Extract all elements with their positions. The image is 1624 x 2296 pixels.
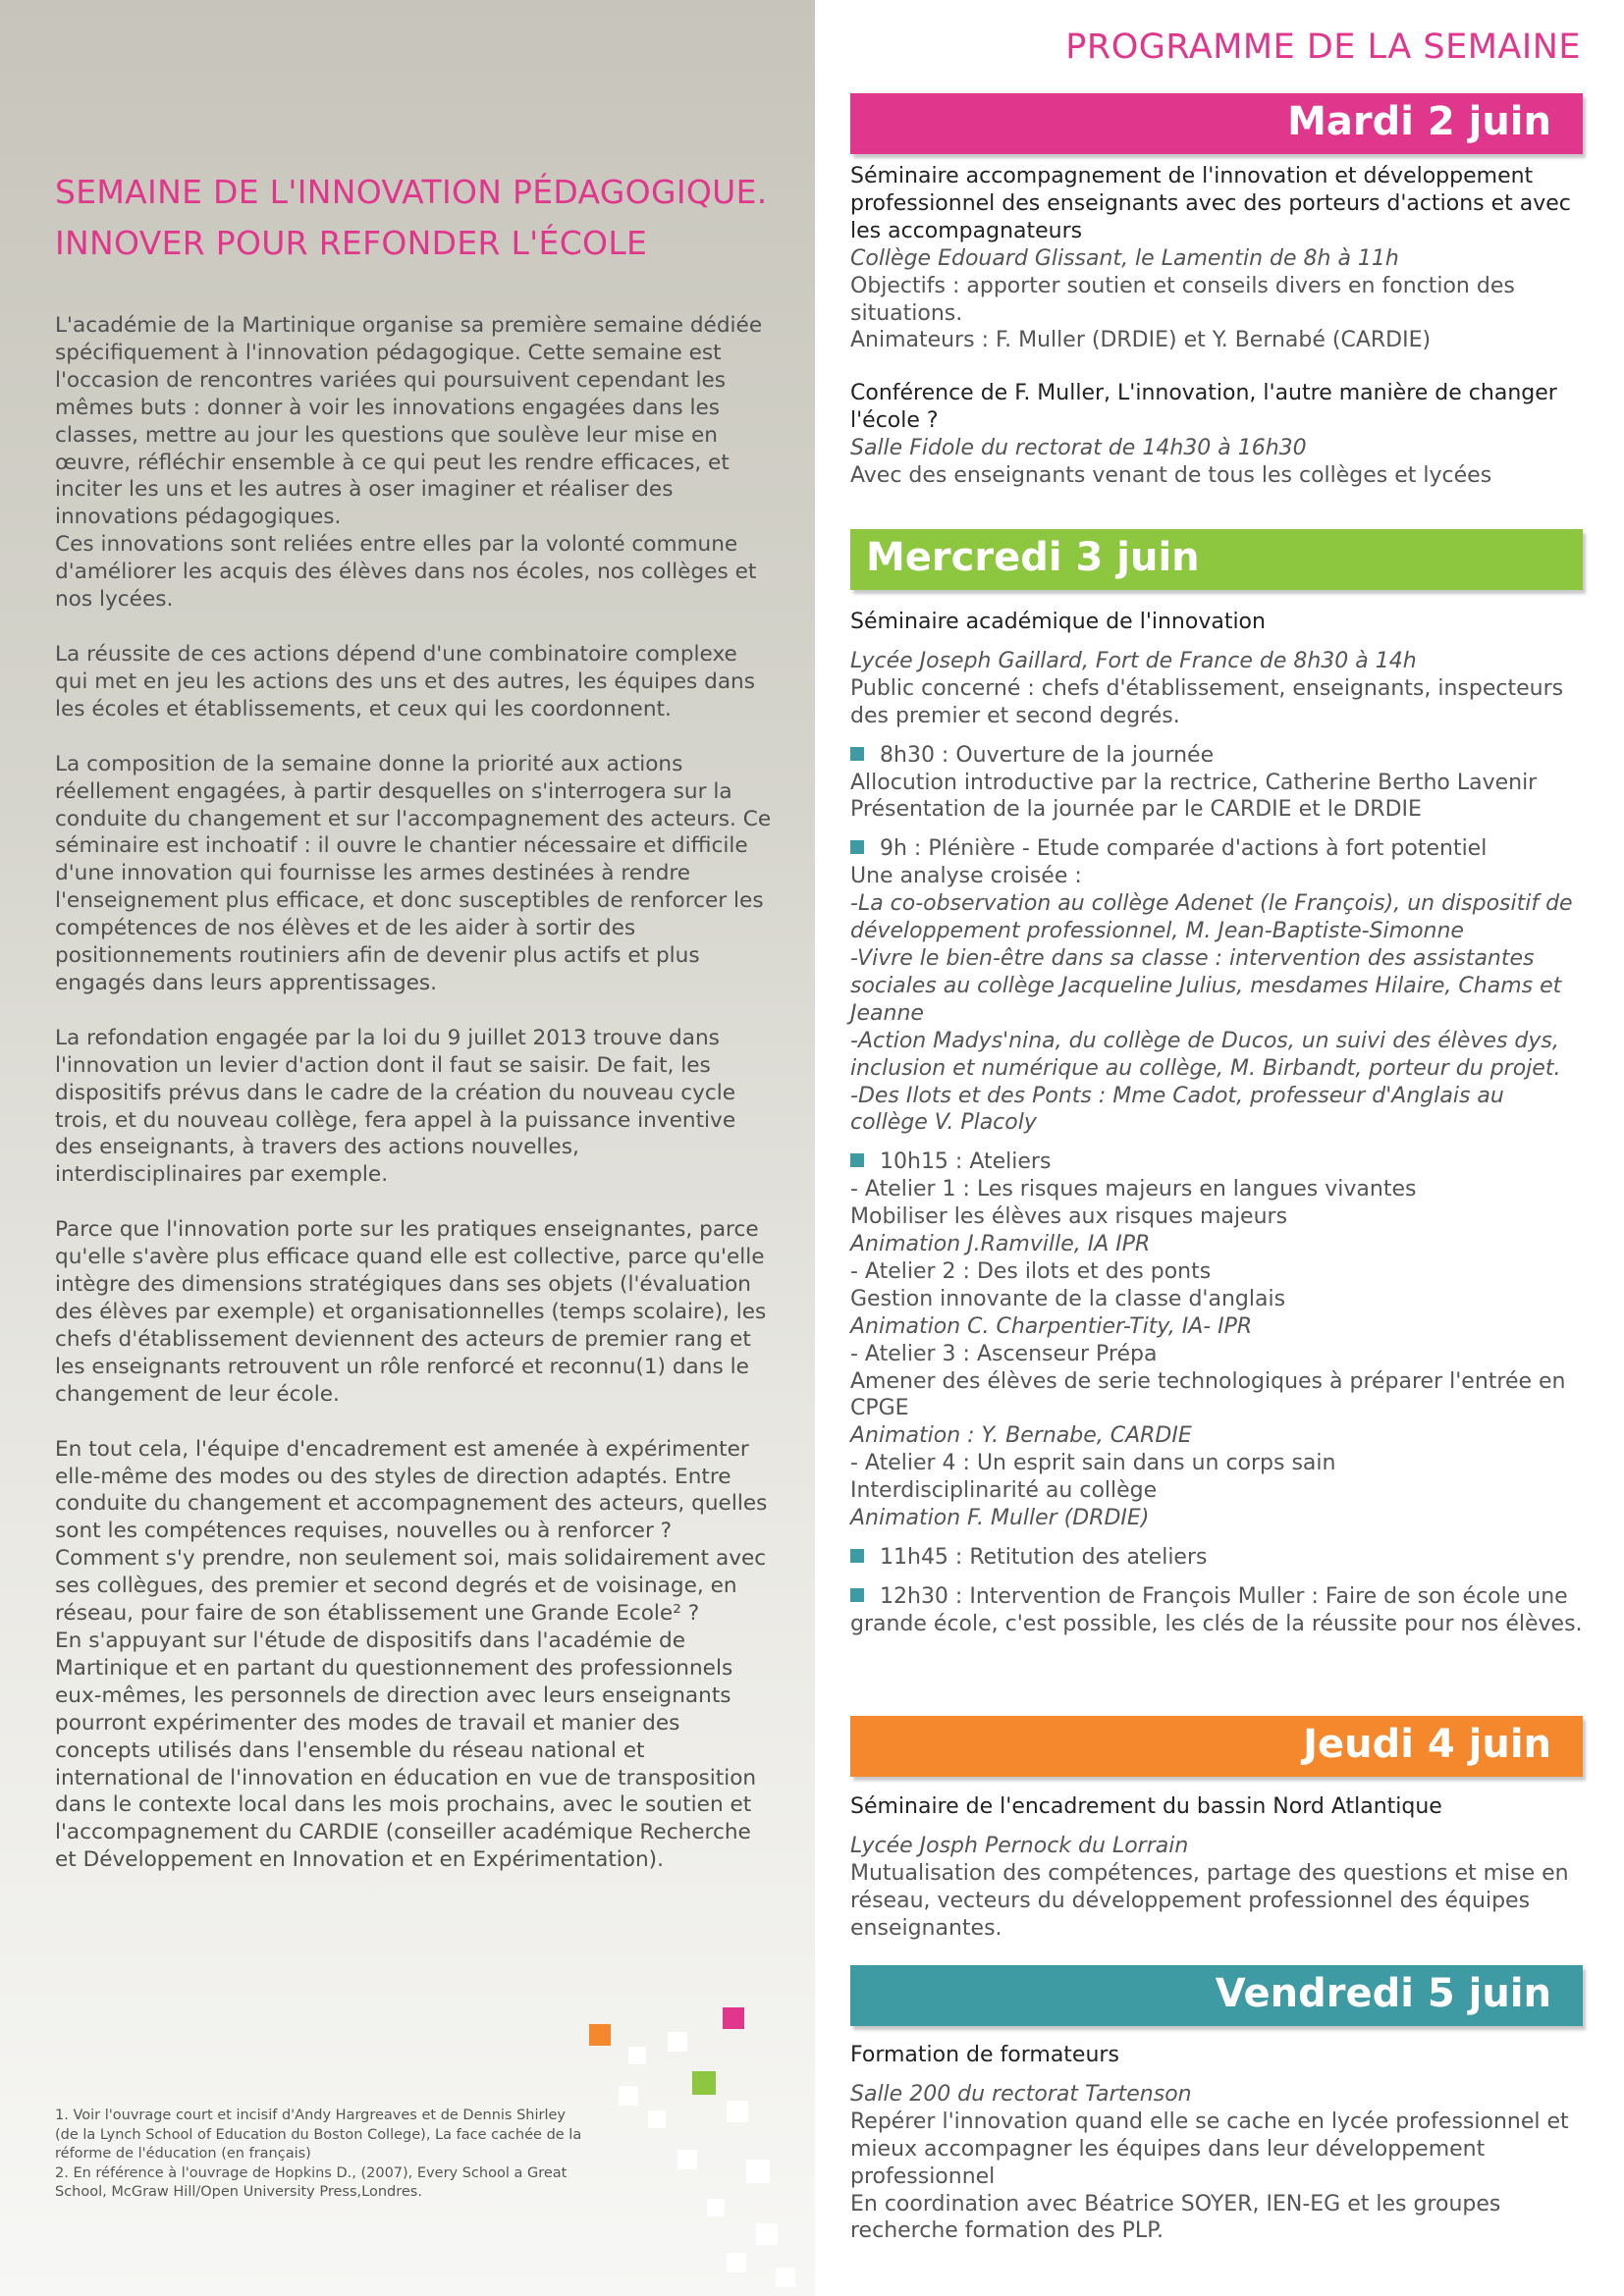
programme-title: PROGRAMME DE LA SEMAINE [1065,27,1581,67]
agenda-line: -Vivre le bien-être dans sa classe : intervention des assistantes sociales au collège Jacqueline Julius, mesdames Hilaire, Chams et Jeanne [850,945,1562,1026]
workshop: - Atelier 2 : Des ilots et des ponts [850,1258,1212,1284]
agenda-line: Allocution introductive par la rectrice, Catherine Bertho Lavenir [850,770,1538,795]
bullet-square-icon [850,1588,864,1602]
workshop-animator: Animation F. Muller (DRDIE) [850,1506,1150,1531]
workshop-desc: Mobiliser les élèves aux risques majeurs [850,1204,1288,1230]
bullet-square-icon [850,1549,864,1563]
decor-square [723,2007,744,2029]
session-place: Salle 200 du rectorat Tartenson [850,2081,1192,2107]
decor-square [677,2150,697,2169]
paragraph: Parce que l'innovation porte sur les pratiques enseignantes, parce qu'elle s'avère plus efficace quand elle est collective, parce qu'elle intègre des dimensions stratégiques dans ses objets (l'évaluation des élèves par exemple) et organisationnelles (temps scolaire), les chefs d'établissement deviennent des acteurs de premier rang et les enseignants retrouvent un rôle renforcé et reconnu(1) dans le changement de leur école. [55,1217,767,1407]
title-line-1: SEMAINE DE L'INNOVATION PÉDAGOGIQUE. [55,173,768,211]
agenda-line: -Action Madys'nina, du collège de Ducos, un suivi des élèves dys, inclusion et numérique au collège, M. Birbandt, porteur du projet. [850,1028,1561,1081]
agenda-item: 8h30 : Ouverture de la journée [850,742,1583,770]
title-line-2: INNOVER POUR REFONDER L'ÉCOLE [55,224,648,262]
session-description: Repérer l'innovation quand elle se cache en lycée professionnel et mieux accompagner les équipes dans leur développement professionnel [850,2109,1569,2189]
section-mercredi [850,609,1583,1638]
decor-square [746,2160,770,2183]
session-description: Avec des enseignants venant de tous les collèges et lycées [850,463,1492,489]
paragraph: La réussite de ces actions dépend d'une combinatoire complexe qui met en jeu les actions des uns et des autres, les équipes dans les écoles et établissements, et ceux qui les coordonnent. [55,641,755,721]
session-place: Salle Fidole du rectorat de 14h30 à 16h30 [850,436,1307,461]
paragraph: En tout cela, l'équipe d'encadrement est amenée à expérimenter elle-même des modes ou des styles de direction adaptés. Entre conduite du changement et accompagnement des acteurs, quelles sont les compétences requises, nouvelles ou à renforcer ? Comment s'y prendre, non seulement soi, mais solidairement avec ses collègues, des premier et second degrés et de voisinage, en réseau, pour faire de son établissement une Grande Ecole² ? [55,1436,768,1627]
decor-square [727,2253,746,2272]
session-animators: Animateurs : F. Muller (DRDIE) et Y. Bernabé (CARDIE) [850,328,1432,353]
paragraph: En s'appuyant sur l'étude de dispositifs dans l'académie de Martinique et en partant du questionnement des professionnels eux-mêmes, les personnels de direction avec leurs enseignants pourront expérimenter des modes de travail et manier des concepts utilisés dans l'ensemble du réseau national et international de l'innovation en éducation en vue de transposition dans le contexte local dans les mois prochains, avec le soutien et l'accompagnement du CARDIE (conseiller académique Recherche et Développement en Innovation et en Expérimentation). [55,1628,757,1873]
workshop: - Atelier 3 : Ascenseur Prépa [850,1341,1158,1366]
banner-mercredi [850,529,1583,590]
session-title: Formation de formateurs [850,2043,1119,2067]
paragraph: L'académie de la Martinique organise sa première semaine dédiée spécifiquement à l'innovation pédagogique. Cette semaine est l'occasion de rencontres variées qui poursuivent cependant les mêmes buts : donner à voir les innovations engagées dans les classes, mettre au jour les questions que soulève leur mise en œuvre, réfléchir ensemble à ce qui peut les rendre efficaces, et inciter les uns et les autres à oser imaginer et réaliser des innovations pédagogiques. [55,313,763,530]
session-description: En coordination avec Béatrice SOYER, IEN-EG et les groupes recherche formation des PLP. [850,2191,1501,2244]
paragraph: Ces innovations sont reliées entre elles par la volonté commune d'améliorer les acquis des élèves dans nos écoles, nos collèges et nos lycées. [55,532,757,613]
day-label: Vendredi 5 juin [1215,1971,1551,2016]
day-label: Mercredi 3 juin [866,535,1200,580]
decor-square [668,2032,687,2052]
day-label: Jeudi 4 juin [1303,1722,1551,1767]
session-title: Séminaire de l'encadrement du bassin Nord Atlantique [850,1794,1442,1819]
bullet-square-icon [850,1153,864,1167]
paragraph: La composition de la semaine donne la priorité aux actions réellement engagées, à partir desquelles on s'interrogera sur la conduite du changement et sur l'accompagnement des acteurs. Ce séminaire est inchoatif : il ouvre le chantier nécessaire et difficile d'une innovation qui fournisse les armes destinées à rendre l'enseignement plus efficace, et donc susceptibles de renforcer les compétences de nos élèves et de les aider à sortir des positionnements routiniers afin de devenir plus actifs et plus engagés dans leurs apprentissages. [55,751,772,995]
footnotes [55,2107,585,2203]
decor-square [692,2071,716,2095]
agenda-line: -Des Ilots et des Ponts : Mme Cadot, professeur d'Anglais au collège V. Placoly [850,1083,1504,1136]
session-title: Conférence de F. Muller, L'innovation, l'autre manière de changer l'école ? [850,381,1557,434]
workshop: - Atelier 4 : Un esprit sain dans un corps sain [850,1451,1336,1476]
section-vendredi [850,2042,1583,2245]
session-public: Public concerné : chefs d'établissement, enseignants, inspecteurs des premier et second degrés. [850,675,1564,728]
agenda-item: 10h15 : Ateliers [850,1148,1583,1176]
agenda-item: 12h30 : Intervention de François Muller : Faire de son école une grande école, c'est possible, les clés de la réussite pour nos élèves. [850,1583,1583,1636]
decor-square [628,2047,646,2064]
workshop-animator: Animation : Y. Bernabe, CARDIE [850,1423,1192,1449]
section-jeudi [850,1793,1583,1943]
session-description: Mutualisation des compétences, partage des questions et mise en réseau, vecteurs du développement professionnel des équipes enseignantes. [850,1860,1569,1941]
section-mardi [850,163,1583,490]
agenda-item: 11h45 : Retitution des ateliers [850,1544,1583,1572]
day-label: Mardi 2 juin [1287,99,1551,144]
banner-mardi [850,93,1583,154]
workshop-animator: Animation J.Ramville, IA IPR [850,1232,1151,1257]
session-place: Lycée Joseph Gaillard, Fort de France de 8h30 à 14h [850,648,1417,673]
session-title: Séminaire académique de l'innovation [850,610,1266,634]
main-title [55,167,801,269]
decor-square [776,2268,795,2287]
decor-square [756,2223,778,2245]
workshop-desc: Amener des élèves de serie technologiques à préparer l'entrée en CPGE [850,1368,1566,1421]
decor-square [648,2110,666,2128]
workshop-desc: Gestion innovante de la classe d'anglais [850,1286,1286,1311]
agenda-line: -La co-observation au collège Adenet (le François), un dispositif de développement professionnel, M. Jean-Baptiste-Simonne [850,891,1573,944]
footnote-2: 2. En référence à l'ouvrage de Hopkins D., (2007), Every School a Great School, McGraw Hill/Open University Press,Londres. [55,2164,568,2200]
session-objectives: Objectifs : apporter soutien et conseils divers en fonction des situations. [850,273,1515,326]
workshop-animator: Animation C. Charpentier-Tity, IA- IPR [850,1313,1253,1339]
session-place: Lycée Josph Pernock du Lorrain [850,1833,1189,1858]
agenda-line: Présentation de la journée par le CARDIE et le DRDIE [850,797,1422,823]
workshop-desc: Interdisciplinarité au collège [850,1478,1158,1504]
decor-square [619,2086,638,2106]
banner-jeudi [850,1716,1583,1777]
decor-square [589,2024,611,2046]
banner-vendredi [850,1965,1583,2026]
intro-text [55,312,772,1901]
session-title: Séminaire accompagnement de l'innovation et développement professionnel des enseignants avec des porteurs d'actions et avec les accompagnateurs [850,164,1571,243]
footnote-1: 1. Voir l'ouvrage court et incisif d'Andy Hargreaves et de Dennis Shirley (de la Lynch School of Education du Boston College), La face cachée de la réforme de l'éducation (en français) [55,2108,582,2162]
session-place: Collège Edouard Glissant, le Lamentin de 8h à 11h [850,245,1399,271]
paragraph: La refondation engagée par la loi du 9 juillet 2013 trouve dans l'innovation un levier d'action dont il faut se saisir. De fait, les dispositifs prévus dans le cadre de la création du nouveau cycle trois, et du nouveau collège, fera appel à la puissance inventive des enseignants, à travers des actions nouvelles, interdisciplinaires par exemple. [55,1025,736,1188]
bullet-square-icon [850,747,864,761]
workshop: - Atelier 1 : Les risques majeurs en langues vivantes [850,1177,1417,1202]
decor-square [727,2101,748,2122]
agenda-line: Une analyse croisée : [850,864,1082,889]
bullet-square-icon [850,840,864,854]
decor-square [707,2199,725,2216]
agenda-item: 9h : Plénière - Etude comparée d'actions à fort potentiel [850,835,1583,863]
